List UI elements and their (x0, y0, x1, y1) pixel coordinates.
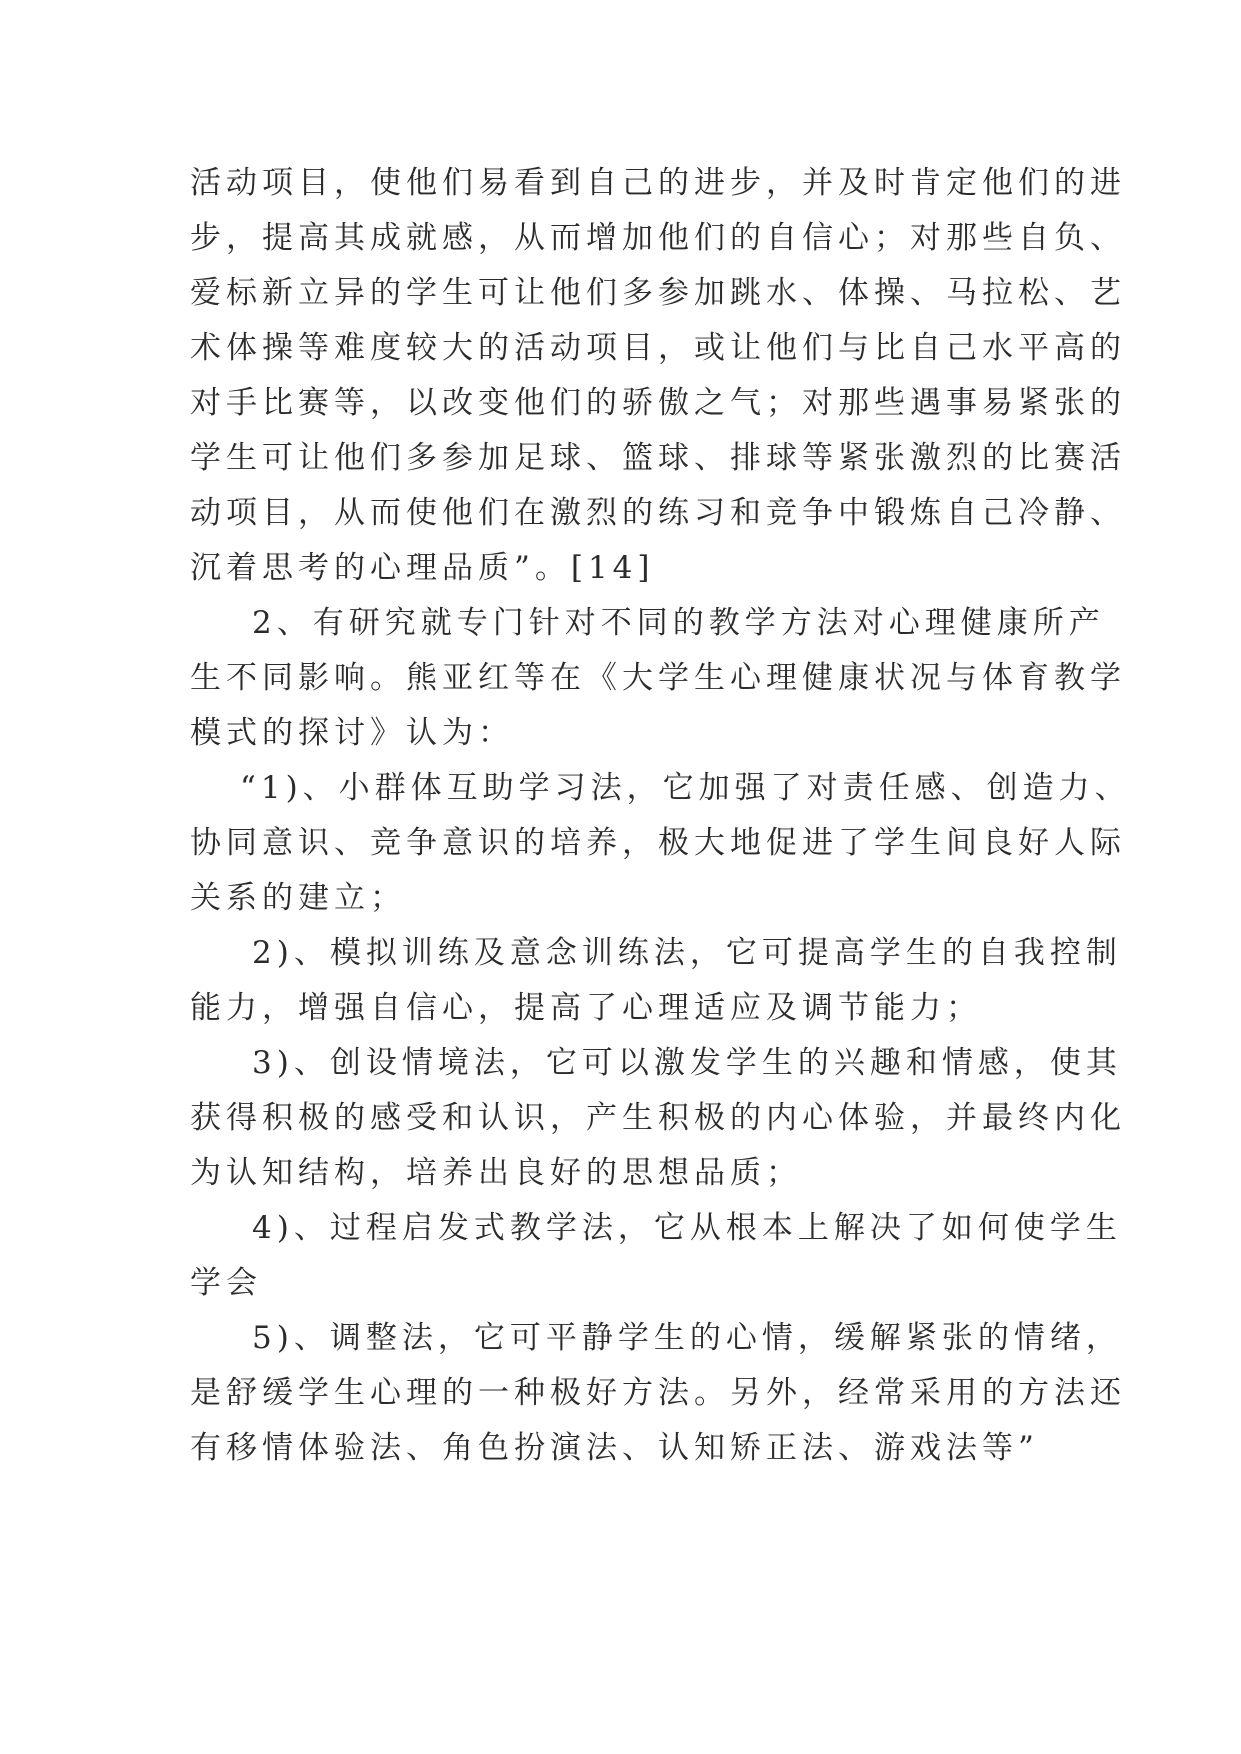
text-line: 动项目，从而使他们在激烈的练习和竞争中锻炼自己冷静、 (190, 495, 1126, 531)
text-line: 学生可让他们多参加足球、篮球、排球等紧张激烈的比赛活 (190, 440, 1126, 476)
text-line: 步，提高其成就感，从而增加他们的自信心；对那些自负、 (190, 220, 1126, 256)
text-line: 2、有研究就专门针对不同的教学方法对心理健康所产 (252, 605, 1105, 641)
body-text (190, 156, 1131, 1476)
text-line: 有移情体验法、角色扮演法、认知矫正法、游戏法等” (190, 1430, 1039, 1466)
text-line: 活动项目，使他们易看到自己的进步，并及时肯定他们的进 (190, 165, 1126, 201)
text-line: “1)、小群体互助学习法，它加强了对责任感、创造力、 (240, 770, 1131, 806)
text-line: 对手比赛等，以改变他们的骄傲之气；对那些遇事易紧张的 (190, 385, 1126, 421)
text-line: 生不同影响。熊亚红等在《大学生心理健康状况与体育教学 (190, 660, 1126, 696)
text-line: 爱标新立异的学生可让他们多参加跳水、体操、马拉松、艺 (190, 275, 1126, 311)
text-line: 是舒缓学生心理的一种极好方法。另外，经常采用的方法还 (190, 1375, 1126, 1411)
text-line: 4)、过程启发式教学法，它从根本上解决了如何使学生 (252, 1210, 1122, 1246)
text-line: 关系的建立； (190, 880, 406, 916)
text-line: 能力，增强自信心，提高了心理适应及调节能力； (190, 990, 982, 1026)
text-line: 获得积极的感受和认识，产生积极的内心体验，并最终内化 (190, 1100, 1126, 1136)
text-line: 协同意识、竞争意识的培养，极大地促进了学生间良好人际 (190, 825, 1126, 861)
text-line: 为认知结构，培养出良好的思想品质； (190, 1155, 802, 1191)
text-line: 3)、创设情境法，它可以激发学生的兴趣和情感，使其 (252, 1045, 1122, 1081)
text-line: 学会 (190, 1265, 262, 1301)
text-line: 沉着思考的心理品质”。[14] (190, 550, 655, 586)
text-line: 术体操等难度较大的活动项目，或让他们与比自己水平高的 (190, 330, 1126, 366)
text-line: 5)、调整法，它可平静学生的心情，缓解紧张的情绪， (252, 1320, 1122, 1356)
text-line: 2)、模拟训练及意念训练法，它可提高学生的自我控制 (252, 935, 1122, 971)
text-line: 模式的探讨》认为： (190, 715, 514, 751)
